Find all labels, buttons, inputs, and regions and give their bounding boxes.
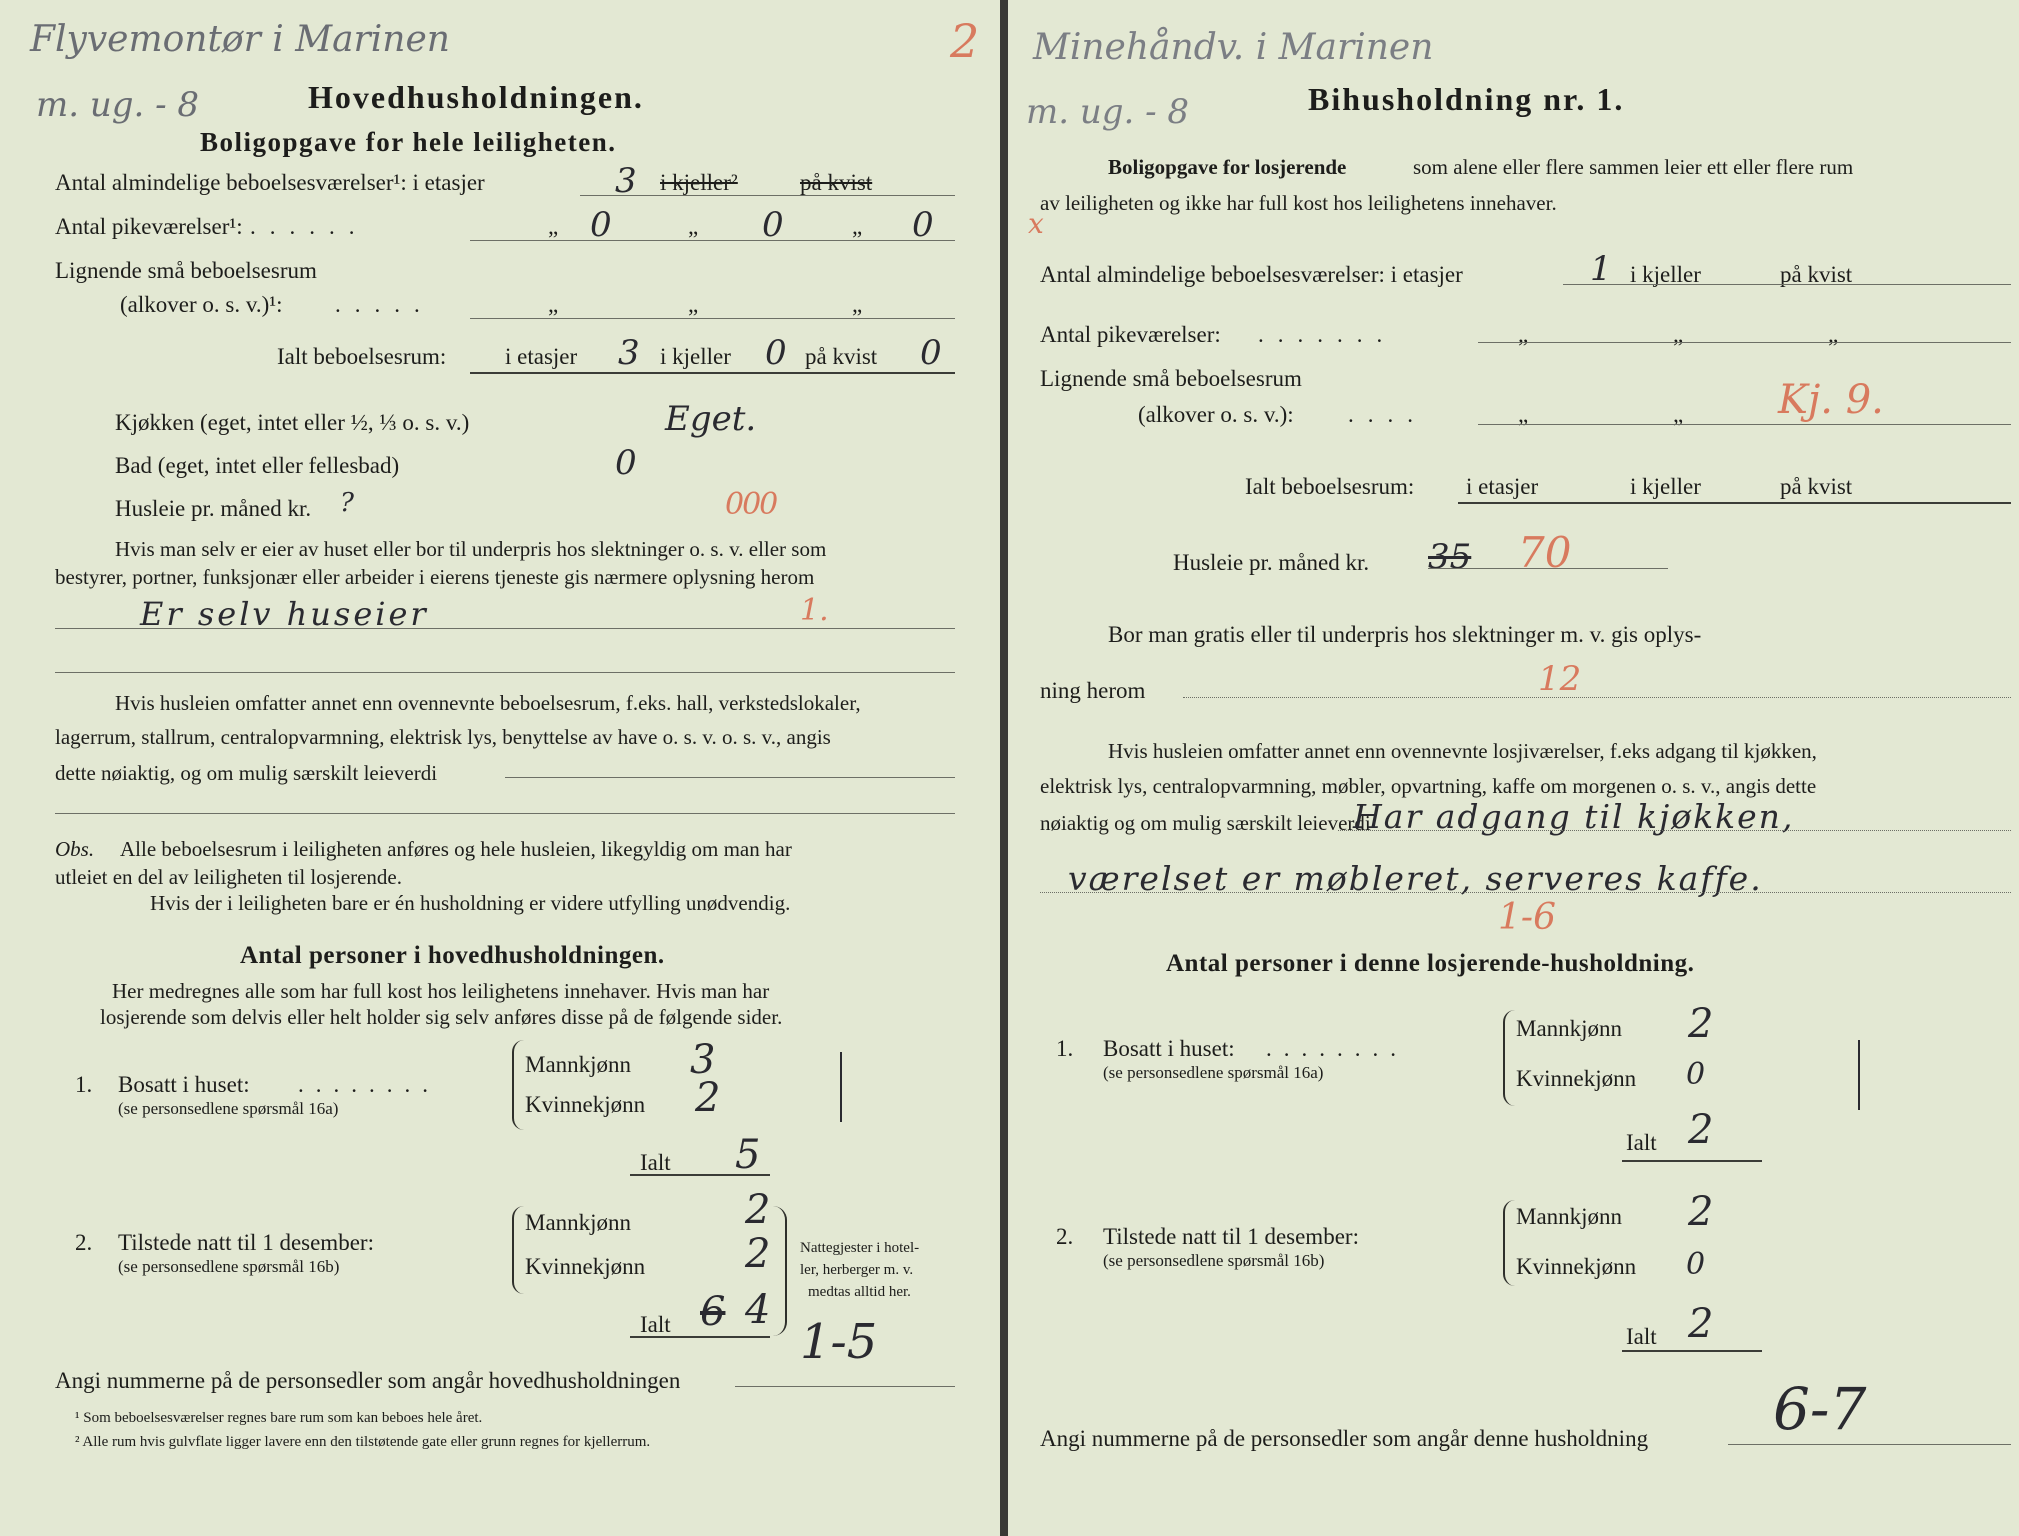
page-number-pencil: 2 [950, 14, 980, 68]
maid-fill-line [1478, 342, 2011, 343]
overnight-note-line1: Nattegjester i hotel- [800, 1240, 920, 1256]
alcove-quote-2: „ [688, 292, 699, 317]
q2-ialt-rule [1622, 1350, 1762, 1352]
alcove-fill-line [1478, 424, 2011, 425]
total-kjeller-value: 0 [765, 333, 787, 373]
q2-brace [512, 1206, 524, 1294]
q2-ialt-label: Ialt [1626, 1324, 1657, 1349]
q1-dots: ........ [298, 1072, 440, 1097]
alcove-quote-1: „ [548, 292, 559, 317]
persons-title: Antal personer i denne losjerende-husholdning. [1166, 950, 1695, 977]
q2-kvinne-value: 2 [745, 1231, 771, 1277]
numbers-label: Angi nummerne på de personsedler som angår denne husholdning [1040, 1426, 1649, 1451]
q2-mann-value: 2 [1688, 1189, 1714, 1235]
maid-quote-3: „ [1828, 322, 1839, 347]
includes-fill-line-2 [1040, 892, 2011, 893]
q2-number: 2. [75, 1230, 93, 1255]
maid-dots: ...... [250, 214, 369, 239]
total-kjeller-label: i kjeller [660, 344, 731, 369]
includes-line-1 [505, 777, 955, 778]
total-kvist-label: på kvist [805, 344, 878, 369]
includes-text-line3: dette nøiaktig, og om mulig særskilt leieverdi [55, 761, 438, 785]
page-fold [1000, 0, 1008, 1536]
alcove-dots: .... [1348, 402, 1427, 427]
owner-value: Er selv huseier [140, 595, 429, 633]
intro-bold: Boligopgave for losjerende [1108, 155, 1347, 179]
obs-text-line2: utleiet en del av leiligheten til losjerende. [55, 865, 402, 889]
alcove-label-line2: (alkover o. s. v.)¹: [120, 292, 283, 317]
alcove-dots: ..... [335, 292, 434, 317]
alcove-quote-3: „ [852, 292, 863, 317]
gratis-pencil-mark: 12 [1538, 659, 1582, 699]
total-etasjer-label: i etasjer [1466, 474, 1539, 499]
q2-mann-label: Mannkjønn [1516, 1204, 1623, 1229]
numbers-label: Angi nummerne på de personsedler som angår hovedhusholdningen [55, 1368, 681, 1393]
q1-kvinne-value: 2 [695, 1075, 721, 1121]
gratis-text-line2: ning herom [1040, 678, 1146, 703]
includes-text-line2: lagerrum, stallrum, centralopvarmning, elektrisk lys, benyttelse av have o. s. v. o. s. v., angis [55, 725, 831, 749]
rent-value: 35 [1428, 537, 1472, 577]
page-subtitle: Boligopgave for hele leiligheten. [200, 127, 617, 157]
alcove-label-line2: (alkover o. s. v.): [1138, 402, 1294, 427]
q2-mann-value: 2 [745, 1187, 771, 1233]
q1-kvinne-value: 0 [1686, 1057, 1706, 1092]
bath-label: Bad (eget, intet eller fellesbad) [115, 453, 400, 478]
handwritten-code: m. ug. - 8 [1026, 92, 1190, 132]
includes-pencil-mark: 1-6 [1498, 897, 1556, 938]
rent-value: ? [340, 488, 354, 518]
pencil-x-mark: x [1028, 207, 1044, 240]
q1-kvinne-label: Kvinnekjønn [525, 1092, 646, 1117]
total-kvist-label: på kvist [1780, 474, 1853, 499]
alcove-quote-2: „ [1673, 402, 1684, 427]
maid-etasjer-value: 0 [590, 205, 612, 245]
q1-ialt-value: 5 [735, 1132, 761, 1178]
rent-fill-line [1428, 568, 1668, 569]
q1-dots: ........ [1266, 1036, 1408, 1061]
numbers-line [1728, 1444, 2011, 1445]
q1-number: 1. [75, 1072, 93, 1097]
q2-ialt-value: 2 [1688, 1301, 1714, 1347]
q2-right-brace [773, 1206, 787, 1336]
total-underline [1458, 502, 2011, 504]
q2-number: 2. [1056, 1224, 1074, 1249]
maid-kjeller-value: 0 [762, 205, 784, 245]
q2-mann-label: Mannkjønn [525, 1210, 632, 1235]
rooms-fill-line [580, 195, 955, 196]
q1-ialt-value: 2 [1688, 1107, 1714, 1153]
maid-dots: ....... [1258, 322, 1397, 347]
includes-value-line2: værelset er møbleret, serveres kaffe. [1068, 859, 1763, 898]
includes-text-line2: elektrisk lys, centralopvarmning, møbler, opvartning, kaffe om morgenen o. s. v., angis dette [1040, 774, 1817, 798]
rent-label: Husleie pr. måned kr. [115, 496, 312, 521]
includes-text-line1: Hvis husleien omfatter annet enn ovennevnte losjiværelser, f.eks adgang til kjøkken, [1108, 739, 1817, 763]
q1-number: 1. [1056, 1036, 1074, 1061]
q1-brace [512, 1040, 524, 1130]
alcove-fill-line [470, 318, 955, 319]
persons-text-line2: losjerende som delvis eller helt holder sig selv anføres disse på de følgende sider. [100, 1005, 783, 1029]
rent-pencil-mark: 70 [1518, 528, 1572, 577]
rooms-fill-line [1563, 284, 2011, 285]
page-title: Hovedhusholdningen. [308, 79, 644, 115]
q2-ialt-value: 4 [745, 1287, 771, 1333]
total-rooms-label: Ialt beboelsesrum: [277, 344, 447, 369]
maid-fill-line [470, 240, 955, 241]
q2-ialt-struck-value: 6 [700, 1289, 726, 1335]
intro-line1: som alene eller flere sammen leier ett eller flere rum [1413, 155, 1854, 179]
handwritten-occupation: Flyvemontør i Marinen [30, 19, 450, 60]
maid-quote-1: „ [548, 214, 559, 239]
q1-ialt-label: Ialt [640, 1150, 671, 1175]
q1-mann-value: 3 [690, 1037, 716, 1083]
q2-kvinne-value: 0 [1686, 1247, 1706, 1282]
left-page-main-household [0, 0, 1000, 1536]
numbers-value: 6-7 [1773, 1375, 1867, 1443]
q1-mann-value: 2 [1688, 1001, 1714, 1047]
q2-label: Tilstede natt til 1 desember: [118, 1230, 374, 1255]
maid-rooms-label: Antal pikeværelser: [1040, 322, 1221, 347]
rent-label: Husleie pr. måned kr. [1173, 550, 1370, 575]
persons-title: Antal personer i hovedhusholdningen. [240, 942, 665, 969]
rooms-kjeller-label: i kjeller² [660, 170, 738, 195]
owner-line-1 [55, 628, 955, 629]
rooms-kvist-label: på kvist [800, 170, 873, 195]
q2-sub: (se personsedlene spørsmål 16b) [118, 1257, 340, 1276]
rent-pencil-mark: 000 [725, 487, 777, 522]
rooms-label: Antal almindelige beboelsesværelser: i etasjer [1040, 262, 1463, 287]
numbers-line [735, 1386, 955, 1387]
rooms-etasjer-value: 3 [615, 161, 637, 201]
numbers-value: 1-5 [800, 1314, 878, 1370]
handwritten-code: m. ug. - 8 [36, 85, 200, 125]
maid-rooms-label: Antal pikeværelser¹: [55, 214, 243, 239]
q1-kvinne-label: Kvinnekjønn [1516, 1066, 1637, 1091]
kitchen-value: Eget. [665, 399, 757, 439]
q1-mann-label: Mannkjønn [525, 1052, 632, 1077]
rooms-etasjer-value: 1 [1590, 249, 1612, 289]
owner-line-2 [55, 672, 955, 673]
obs-text-line3: Hvis der i leiligheten bare er én husholdning er videre utfylling unødvendig. [150, 891, 791, 915]
gratis-text-line1: Bor man gratis eller til underpris hos slektninger m. v. gis oplys- [1108, 622, 1702, 647]
owner-text-line2: bestyrer, portner, funksjonær eller arbeider i eierens tjeneste gis nærmere oplysning herom [55, 565, 815, 589]
overnight-note-line3: medtas alltid her. [808, 1284, 911, 1300]
includes-text-line1: Hvis husleien omfatter annet enn ovennevnte beboelsesrum, f.eks. hall, verkstedslokaler, [115, 691, 861, 715]
q2-label: Tilstede natt til 1 desember: [1103, 1224, 1359, 1249]
persons-text-line1: Her medregnes alle som har full kost hos leilighetens innehaver. Hvis man har [112, 979, 770, 1003]
owner-text-line1: Hvis man selv er eier av huset eller bor til underpris hos slektninger o. s. v. eller som [115, 537, 827, 561]
total-kjeller-label: i kjeller [1630, 474, 1701, 499]
includes-fill-line-1 [1338, 830, 2011, 831]
footnote-1: ¹ Som beboelsesværelser regnes bare rum som kan beboes hele året. [75, 1410, 483, 1426]
q2-ialt-label: Ialt [640, 1312, 671, 1337]
total-kvist-value: 0 [920, 333, 942, 373]
q1-check-mark [1858, 1040, 1860, 1110]
includes-value-line1: Har adgang til kjøkken, [1353, 797, 1795, 836]
obs-text-line1: Alle beboelsesrum i leiligheten anføres og hele husleien, likegyldig om man har [120, 837, 792, 861]
q1-label: Bosatt i huset: [118, 1072, 250, 1097]
q1-label: Bosatt i huset: [1103, 1036, 1235, 1061]
q1-check-mark [840, 1052, 842, 1122]
total-etasjer-value: 3 [618, 333, 640, 373]
rooms-label: Antal almindelige beboelsesværelser¹: i etasjer [55, 170, 485, 195]
overnight-note-line2: ler, herberger m. v. [800, 1262, 914, 1278]
q1-ialt-rule [630, 1174, 770, 1176]
q2-ialt-rule [630, 1336, 770, 1338]
maid-quote-1: „ [1518, 322, 1529, 347]
rooms-kvist-label: på kvist [1780, 262, 1853, 287]
handwritten-occupation: Minehåndv. i Marinen [1033, 27, 1434, 68]
q2-sub: (se personsedlene spørsmål 16b) [1103, 1251, 1325, 1270]
q1-mann-label: Mannkjønn [1516, 1016, 1623, 1041]
q2-kvinne-label: Kvinnekjønn [1516, 1254, 1637, 1279]
bath-value: 0 [615, 443, 637, 483]
owner-pencil-mark: 1. [800, 593, 829, 628]
total-etasjer-label: i etasjer [505, 344, 578, 369]
footnote-2: ² Alle rum hvis gulvflate ligger lavere enn den tilstøtende gate eller grunn regnes for kjellerrum. [75, 1434, 651, 1450]
total-rooms-label: Ialt beboelsesrum: [1245, 474, 1415, 499]
q1-ialt-label: Ialt [1626, 1130, 1657, 1155]
alcove-quote-1: „ [1518, 402, 1529, 427]
intro-line2: av leiligheten og ikke har full kost hos leilighetens innehaver. [1040, 191, 1557, 215]
maid-quote-2: „ [688, 214, 699, 239]
q1-brace [1503, 1010, 1515, 1106]
page-title: Bihusholdning nr. 1. [1308, 81, 1625, 117]
q1-ialt-rule [1622, 1160, 1762, 1162]
alcove-pencil-mark: Kj. 9. [1778, 377, 1884, 423]
obs-label: Obs. [55, 837, 95, 861]
includes-text-line3: nøiaktig og om mulig særskilt leieverdi [1040, 811, 1371, 835]
maid-quote-2: „ [1673, 322, 1684, 347]
alcove-label-line1: Lignende små beboelsesrum [55, 258, 317, 283]
alcove-label-line1: Lignende små beboelsesrum [1040, 366, 1302, 391]
q1-sub: (se personsedlene spørsmål 16a) [1103, 1063, 1324, 1082]
q2-brace [1503, 1200, 1515, 1286]
right-page-sub-household [1008, 0, 2019, 1536]
includes-line-2 [55, 813, 955, 814]
rooms-kjeller-label: i kjeller [1630, 262, 1701, 287]
kitchen-label: Kjøkken (eget, intet eller ½, ⅓ o. s. v.) [115, 410, 470, 435]
gratis-fill-line [1183, 697, 2011, 698]
maid-kvist-value: 0 [912, 205, 934, 245]
total-underline [470, 372, 955, 374]
maid-quote-3: „ [852, 214, 863, 239]
q1-sub: (se personsedlene spørsmål 16a) [118, 1099, 339, 1118]
q2-kvinne-label: Kvinnekjønn [525, 1254, 646, 1279]
